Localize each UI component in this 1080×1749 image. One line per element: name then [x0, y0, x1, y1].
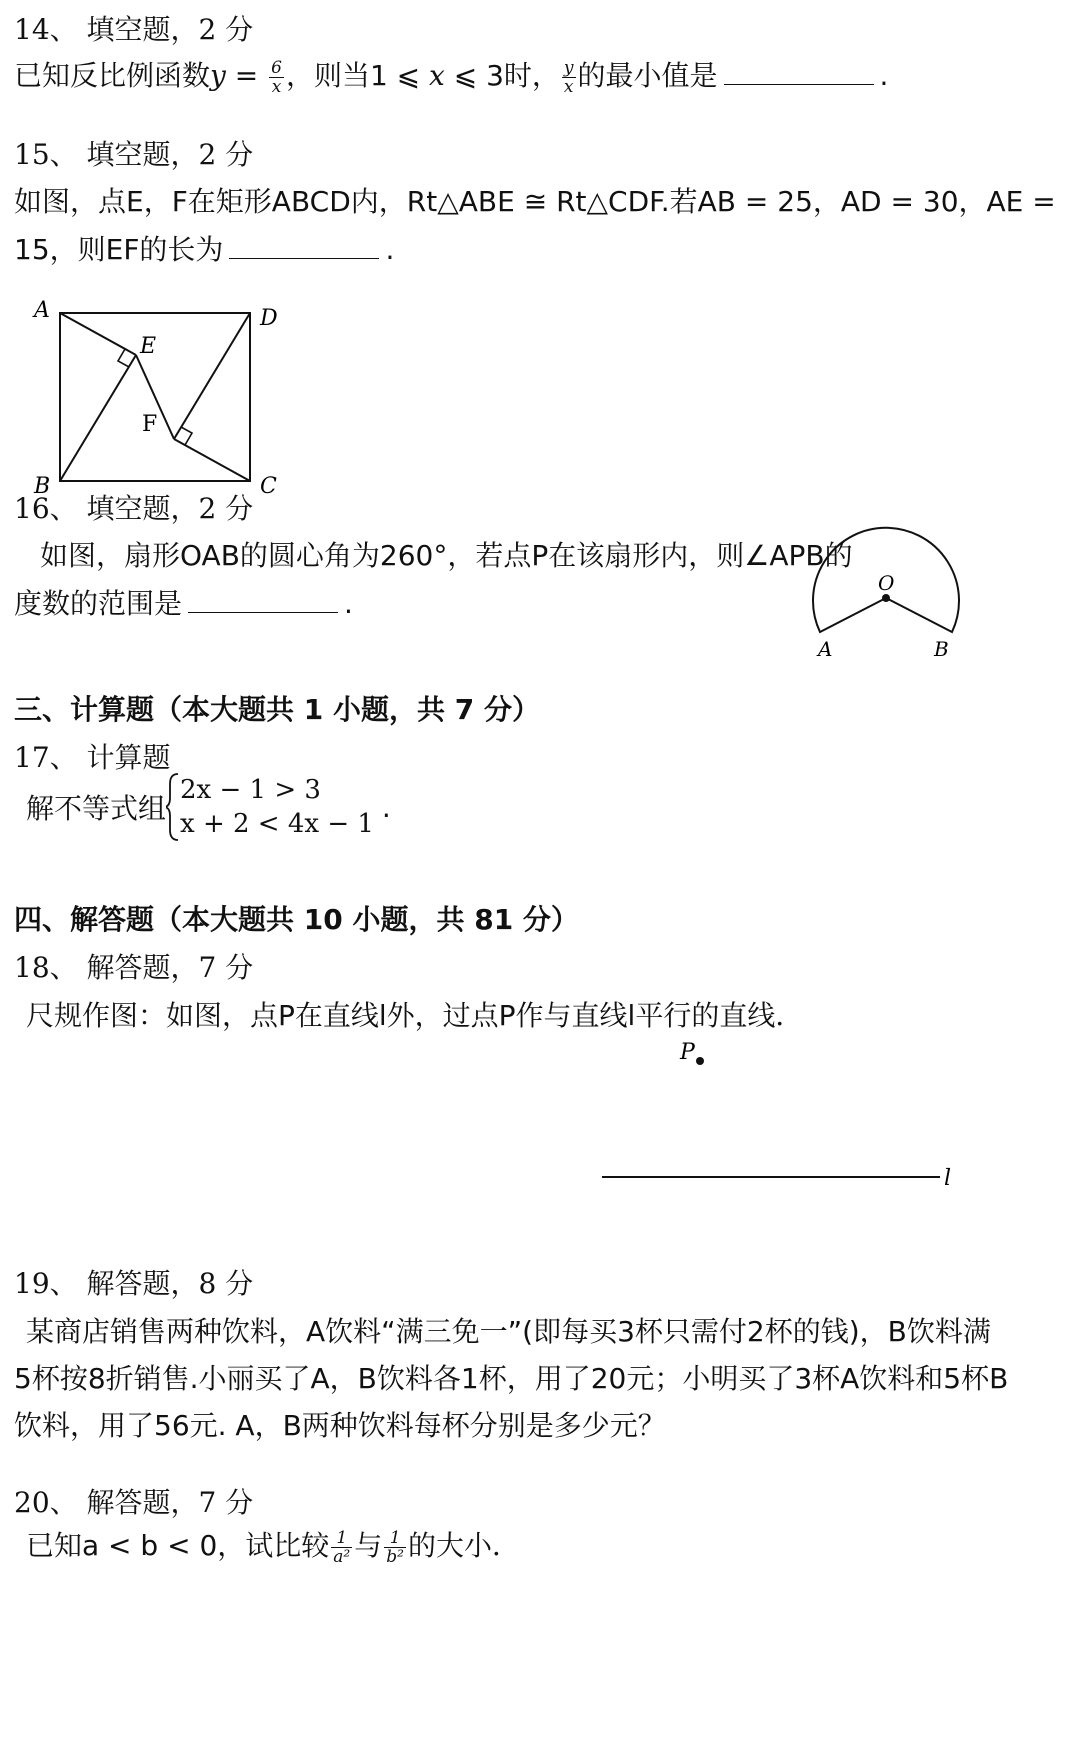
- q17-ineq1: 2x − 1 > 3: [180, 775, 321, 805]
- label-b: B: [934, 637, 949, 661]
- q14-header: 14、 填空题，2 分: [14, 13, 254, 46]
- q14-fraction-y-over-x: [562, 59, 576, 96]
- q15-end: .: [385, 233, 395, 266]
- segment-ae: [60, 313, 136, 355]
- q14-stem: [14, 54, 888, 96]
- segment-cf: [174, 439, 250, 481]
- label-p: P: [680, 1040, 695, 1065]
- segment-df: [174, 313, 250, 439]
- q16-line2-a: 度数的范围是: [14, 587, 183, 620]
- q18-stem: 尺规作图：如图，点P在直线l外，过点P作与直线l平行的直线．: [26, 999, 804, 1032]
- label-f: F: [142, 412, 158, 437]
- q14-end: .: [879, 59, 889, 92]
- q14-answer-blank[interactable]: [724, 58, 874, 85]
- center-point-o: [882, 594, 890, 602]
- q20-stem-b: 与: [354, 1529, 383, 1562]
- q19-line2: 5杯按8折销售.小丽买了A，B饮料各1杯，用了20元；小明买了3杯A饮料和5杯B: [14, 1362, 1009, 1395]
- q15-answer-blank[interactable]: [229, 232, 379, 259]
- q16-line1: 如图，扇形OAB的圆心角为260°，若点P在该扇形内，则∠APB的: [40, 539, 853, 572]
- q14-stem-b: ，则当1 ⩽: [285, 59, 421, 92]
- q16-header: 16、 填空题，2 分: [14, 492, 254, 525]
- q16-answer-blank[interactable]: [188, 586, 338, 613]
- segment-be: [60, 355, 136, 481]
- q17-stem: [26, 772, 391, 842]
- q14-frac1-den: x: [271, 76, 282, 97]
- q15-rectangle-figure: [28, 295, 288, 505]
- label-d: D: [260, 306, 278, 331]
- q14-frac2-den: x: [563, 76, 574, 97]
- q17-stem-text: 解不等式组: [26, 792, 167, 825]
- point-p: [696, 1057, 704, 1065]
- label-a: A: [34, 298, 50, 323]
- q20-stem-c: 的大小．: [407, 1529, 520, 1562]
- q14-frac2-num: y: [563, 57, 574, 78]
- q15-line2-a: 15，则EF的长为: [14, 233, 224, 266]
- label-a: A: [818, 637, 833, 661]
- q20-header: 20、 解答题，7 分: [14, 1486, 254, 1519]
- section3-title: 三、计算题（本大题共 1 小题，共 7 分）: [14, 693, 540, 726]
- q14-stem-a: 已知反比例函数: [14, 59, 211, 92]
- q17-end: .: [381, 790, 391, 824]
- q16-end: .: [344, 587, 353, 620]
- q14-func-lhs: y =: [210, 59, 259, 92]
- q17-brace: [166, 772, 180, 842]
- q20-stem-a: 已知a < b < 0，试比较: [26, 1529, 330, 1562]
- q14-stem-d: 的最小值是: [577, 59, 718, 92]
- q17-ineq2: x + 2 < 4x − 1: [180, 809, 374, 839]
- q20-fraction-1-over-b2: [384, 1529, 406, 1566]
- q15-line1: 如图，点E，F在矩形ABCD内，Rt△ABE ≅ Rt△CDF.若AB = 25，AD = 30，AE =: [14, 185, 1056, 218]
- label-c: C: [260, 474, 277, 499]
- section4-title: 四、解答题（本大题共 10 小题，共 81 分）: [14, 903, 579, 936]
- right-angle-mark-e: [118, 349, 129, 367]
- q14-fraction-6-over-x: [269, 59, 284, 96]
- q20-frac1-num: 1: [331, 1529, 352, 1548]
- q20-frac2-num: 1: [384, 1529, 406, 1548]
- q15-header: 15、 填空题，2 分: [14, 138, 254, 171]
- label-b: B: [34, 474, 51, 499]
- q16-sector-figure: [800, 520, 1070, 680]
- q14-var-x: x: [429, 59, 445, 92]
- label-l: l: [944, 1166, 952, 1191]
- q18-header: 18、 解答题，7 分: [14, 951, 254, 984]
- q19-line3: 饮料，用了56元. A，B两种饮料每杯分别是多少元？: [14, 1409, 666, 1442]
- label-e: E: [140, 334, 157, 359]
- q20-fraction-1-over-a2: [331, 1529, 352, 1566]
- q17-inequality-system: [180, 773, 374, 841]
- q15-line2: [14, 228, 394, 268]
- q20-frac2-den: b²: [386, 1546, 404, 1567]
- q19-header: 19、 解答题，8 分: [14, 1267, 254, 1300]
- q19-line1: 某商店销售两种饮料，A饮料“满三免一”(即每买3杯只需付2杯的钱)，B饮料满: [26, 1315, 991, 1348]
- q18-figure: [590, 1025, 1060, 1205]
- q17-header: 17、 计算题: [14, 741, 171, 774]
- q14-stem-c: ⩽ 3时，: [453, 59, 560, 92]
- q14-frac1-num: 6: [271, 57, 282, 78]
- label-o: O: [878, 571, 895, 595]
- q16-line2: [14, 582, 353, 622]
- right-angle-mark-f: [181, 427, 192, 445]
- q20-stem: [26, 1524, 520, 1566]
- q20-frac1-den: a²: [333, 1546, 351, 1567]
